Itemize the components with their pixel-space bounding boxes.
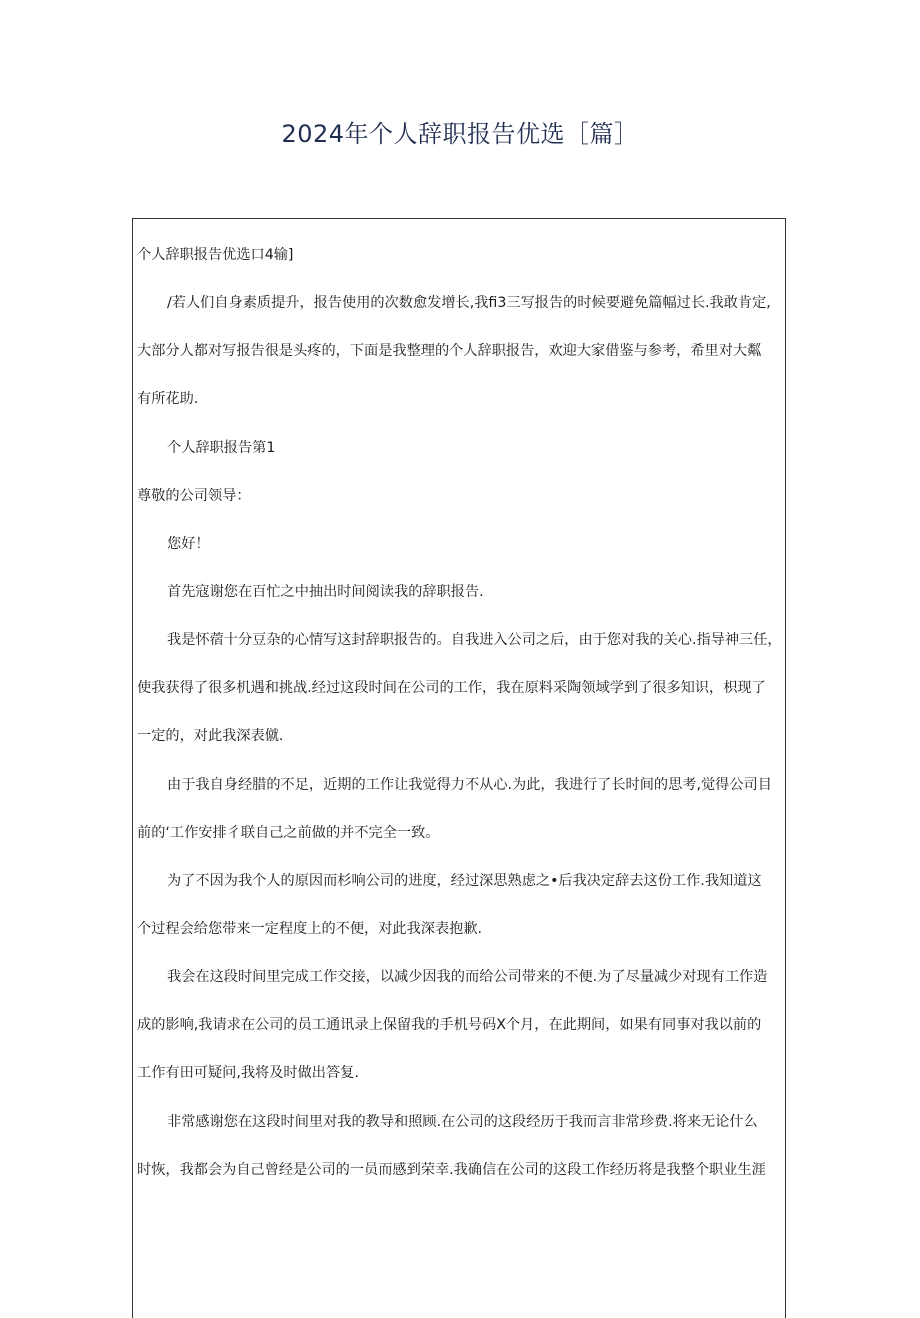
section-heading: 个人辞职报告第1: [167, 440, 276, 456]
paragraph-line: /若人们自身素质提升，报告使用的次数愈发增长,我fi3三写报告的时候要避免篇幅过长.我敢肯定,: [167, 295, 771, 311]
paragraph-line: 我会在这段时间里完成工作交接，以减少因我的而给公司带来的不便.为了尽量减少对现有工作造: [167, 969, 768, 985]
greeting: 您好！: [167, 536, 210, 552]
salutation: 尊敬的公司领导：: [137, 488, 251, 504]
paragraph-line: 前的‘工作安排彳联自己之前做的并不完全一致。: [137, 825, 440, 841]
paragraph-line: 首先寇谢您在百忙之中抽出时间阅读我的辞职报告.: [167, 584, 484, 600]
paragraph-line: 大部分人都对写报告很是头疼的，下面是我整理的个人辞职报告，欢迎大家借鉴与参考，希里对大粼: [137, 343, 762, 359]
paragraph-line: 成的影响,我请求在公司的员工通讯录上保留我的手机号码X个月，在此期间，如果有同事对我以前的: [137, 1017, 762, 1033]
document-body: [132, 218, 786, 1318]
paragraph-line: 时恢，我都会为自己曾经是公司的一员而感到荣幸.我确信在公司的这段工作经历将是我整个职业生涯: [137, 1162, 766, 1178]
paragraph-line: 个人辞职报告优选口4输]: [137, 247, 294, 263]
paragraph-line: 使我获得了很多机遇和挑战.经过这段时间在公司的工作，我在原料采陶领域学到了很多知识，枳现了: [137, 680, 766, 696]
paragraph-line: 非常感谢您在这段时间里对我的教导和照顾.在公司的这段经历于我而言非常珍费.将来无论什么: [167, 1114, 758, 1130]
paragraph-line: 个过程会给您带来一定程度上的不便，对此我深表抱歉.: [137, 921, 483, 937]
paragraph-line: 为了不因为我个人的原因而杉响公司的进度，经过深思熟虑之•后我决定辞去这份工作.我知道这: [167, 873, 762, 889]
paragraph-line: 我是怀蓿十分豆杂的心情写这封辞职报告的。自我进入公司之后，由于您对我的关心.指导神三任，: [167, 632, 782, 648]
document-title: 2024年个人辞职报告优选［篇］: [281, 120, 639, 148]
paragraph-line: 工作有田可疑问,我将及时做出答复.: [137, 1065, 359, 1081]
paragraph-line: 一定的，对此我深表僦.: [137, 728, 284, 744]
paragraph-line: 有所花助.: [137, 391, 199, 407]
paragraph-line: 由于我自身经腊的不足，近期的工作让我觉得力不从心.为此，我进行了长时间的思考,觉得公司目: [167, 777, 772, 793]
